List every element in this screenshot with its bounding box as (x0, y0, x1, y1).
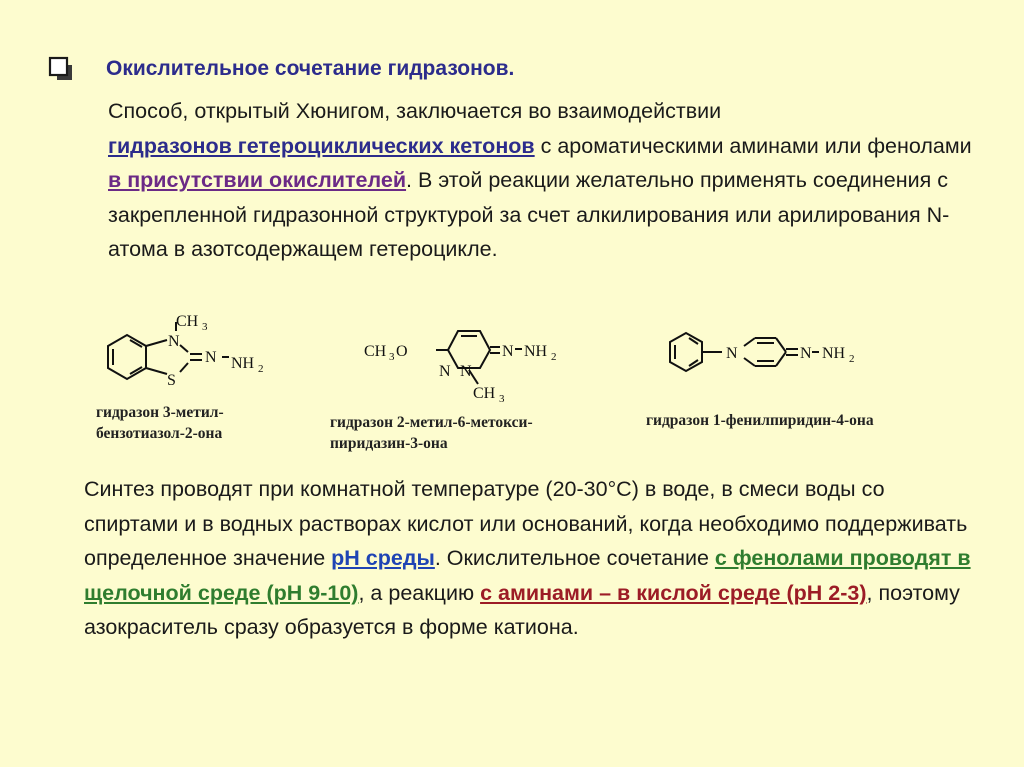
s2-nh: NH (524, 343, 548, 360)
para1-text-2: с ароматическими аминами или фенолами (534, 133, 972, 158)
synthesis-paragraph (84, 472, 984, 645)
para2-highlight-phenols: с фенолами проводят в щелочной среде (рН 9-10) (84, 546, 971, 605)
s1-nh: NH (231, 355, 255, 372)
caption-3-line-1: гидразон 1-фенилпиридин-4-она (646, 412, 874, 429)
para2-text-1: Синтез проводят при комнатной температуре (20-30°С) в воде, в смеси воды со спиртами и в водных растворах кислот или оснований, когда необходимо поддерживать определенное значение (84, 477, 968, 570)
s1-ch: CH (176, 313, 199, 330)
s2-ch3o-ch: CH (364, 343, 387, 360)
s2-ch: CH (473, 385, 496, 402)
para2-highlight-ph: рН среды (331, 546, 435, 570)
s3-n-hydrazone: N (800, 345, 812, 362)
s3-nh: NH (822, 345, 846, 362)
s2-ch3o-o: O (396, 343, 408, 360)
s1-n-ring: N (168, 333, 180, 350)
s1-nh-sub: 2 (258, 363, 264, 375)
s2-n-hydrazone: N (502, 343, 514, 360)
para1-text-1: Способ, открытый Хюнигом, заключается во взаимодействии (108, 99, 722, 123)
para2-highlight-amines: с аминами – в кислой среде (рН 2-3) (480, 580, 867, 605)
s2-ch-sub: 3 (499, 393, 505, 405)
caption-2-line-1: гидразон 2-метил-6-метокси- (330, 414, 533, 431)
caption-1-line-1: гидразон 3-метил- (96, 404, 224, 421)
caption-structure-3 (646, 410, 874, 431)
s1-ch-sub: 3 (202, 321, 208, 333)
para2-text-2: . Окислительное сочетание (434, 546, 715, 570)
s2-ch3o-sub: 3 (389, 351, 395, 363)
caption-2-line-2: пиридазин-3-она (330, 435, 448, 452)
s2-n-b: N (460, 363, 472, 380)
para2-text-3: , а реакцию (358, 580, 481, 605)
s1-n-hydrazone: N (205, 349, 217, 366)
para2-text-4: , поэтому азокраситель сразу образуется в форме катиона. (84, 580, 960, 639)
caption-1-line-2: бензотиазол-2-она (96, 425, 223, 442)
para1-text-3: . В этой реакции желательно применять соединения с закрепленной гидразонной структурой за счет алкилирования или арилирования N-атома в азотсодержащем гетероцикле. (108, 168, 950, 261)
caption-structure-2 (330, 412, 533, 454)
heading-text: Окислительное сочетание гидразонов. (106, 57, 515, 80)
s1-s-ring: S (167, 372, 176, 389)
structure-phenylpyridine (670, 333, 819, 371)
para1-highlight-hydrazones: гидразонов гетероциклических кетонов (108, 133, 535, 158)
para1-highlight-oxidizers: в присутствии окислителей (108, 168, 407, 192)
caption-structure-1 (96, 402, 224, 444)
s3-nh-sub: 2 (849, 353, 855, 365)
s2-nh-sub: 2 (551, 351, 557, 363)
s2-n-a: N (439, 363, 451, 380)
s3-n-ring: N (726, 345, 738, 362)
